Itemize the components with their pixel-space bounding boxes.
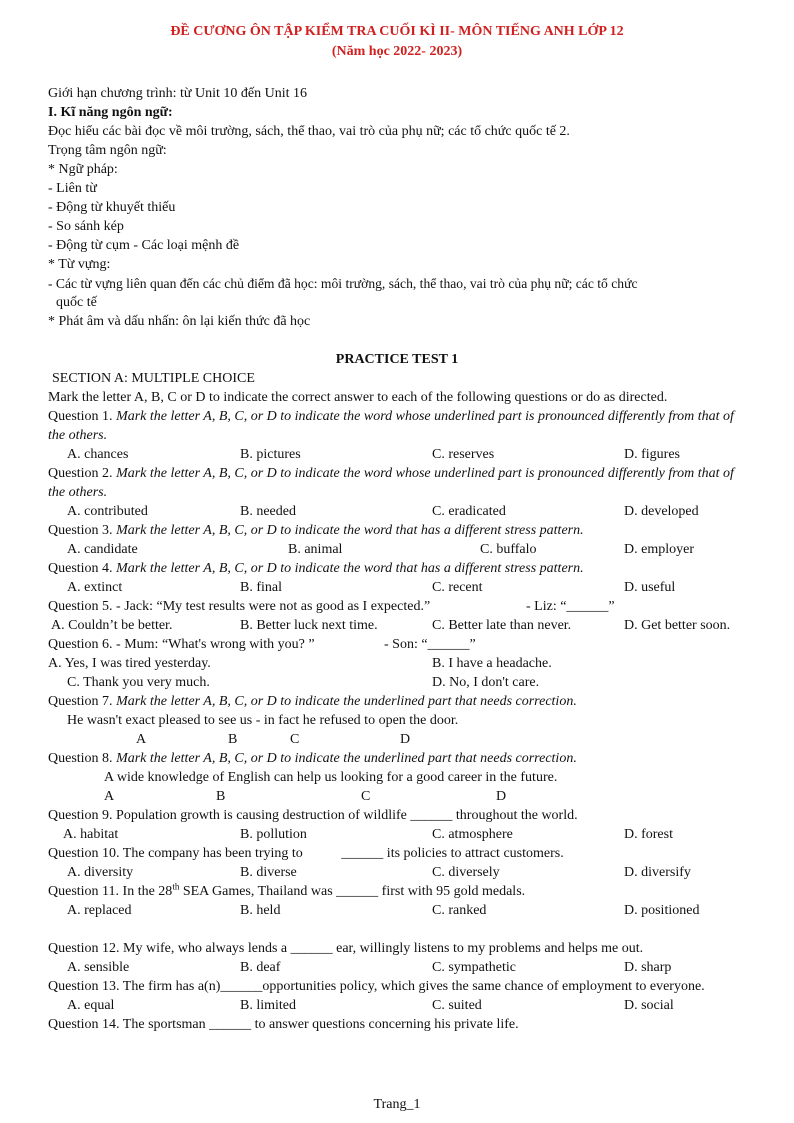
options-row	[48, 578, 746, 597]
options-row	[48, 958, 746, 977]
phonetics-note: * Phát âm và dấu nhấn: ôn lại kiến thức đã học	[48, 314, 311, 329]
question-label: Question 8.	[48, 751, 117, 766]
option-b[interactable]: B. diverse	[240, 865, 297, 880]
section-heading: I. Kĩ năng ngôn ngữ:	[48, 105, 173, 120]
option-a[interactable]: A. extinct	[67, 580, 123, 595]
option-b[interactable]: B. pollution	[240, 827, 307, 842]
question-4	[48, 559, 746, 578]
question-5	[48, 597, 746, 616]
underline-letters	[48, 787, 746, 806]
question-label: Question 6. - Mum: “What's wrong with you? ”	[48, 637, 315, 652]
option-a[interactable]: A. candidate	[67, 542, 138, 557]
vocab-topics: - Các từ vựng liên quan đến các chủ điểm đã học: môi trường, sách, thể thao, vai trò của phụ nữ; các tổ chức	[48, 276, 638, 291]
question-label: Question 7.	[48, 694, 117, 709]
question-instruction: Mark the letter A, B, C, or D to indicate the word that has a different stress pattern.	[116, 561, 584, 576]
letter-c[interactable]: C	[290, 732, 300, 747]
question-text-cont: SEA Games, Thailand was ______ first with 95 gold medals.	[179, 884, 526, 899]
question-9: Question 9. Population growth is causing destruction of wildlife ______ throughout the world.	[48, 808, 578, 823]
option-a[interactable]: A. Yes, I was tired yesterday.	[48, 656, 211, 671]
options-row	[48, 863, 746, 882]
letter-b[interactable]: B	[216, 789, 226, 804]
letter-b[interactable]: B	[228, 732, 238, 747]
question-label: Question 5. - Jack: “My test results were not as good as I expected.”	[48, 599, 431, 614]
document-title: ĐỀ CƯƠNG ÔN TẬP KIỂM TRA CUỐI KÌ II- MÔN TIẾNG ANH LỚP 12	[170, 24, 624, 39]
grammar-item: - So sánh kép	[48, 219, 124, 234]
question-10: Question 10. The company has been trying to ______ its policies to attract customers.	[48, 846, 564, 861]
option-c[interactable]: C. suited	[432, 998, 482, 1013]
vocab-topics-cont: quốc tế	[56, 295, 97, 310]
grammar-item: - Liên từ	[48, 181, 97, 196]
option-c[interactable]: C. eradicated	[432, 504, 506, 519]
letter-d[interactable]: D	[400, 732, 411, 747]
options-row	[48, 540, 746, 559]
option-c[interactable]: C. Better late than never.	[432, 618, 572, 633]
letter-d[interactable]: D	[496, 789, 507, 804]
dialogue-reply: - Liz: “______”	[526, 599, 615, 614]
option-c[interactable]: C. ranked	[432, 903, 487, 918]
question-6	[48, 635, 746, 654]
question-instruction: Mark the letter A, B, C, or D to indicate the underlined part that needs correction.	[116, 694, 577, 709]
option-d[interactable]: D. Get better soon.	[624, 618, 731, 633]
test-title: PRACTICE TEST 1	[335, 352, 459, 367]
question-instruction: Mark the letter A, B, C, or D to indicate the word whose underlined part is pronounced differently from that of the others.	[48, 466, 734, 500]
test-directions: Mark the letter A, B, C or D to indicate the correct answer to each of the following questions or do as directed.	[48, 390, 668, 405]
option-b[interactable]: B. needed	[240, 504, 296, 519]
error-sentence: He wasn't exact pleased to see us - in fact he refused to open the door.	[67, 713, 459, 728]
option-d[interactable]: D. useful	[624, 580, 676, 595]
option-a[interactable]: A. Couldn’t be better.	[51, 618, 173, 633]
reading-topics: Đọc hiểu các bài đọc về môi trường, sách, thể thao, vai trò của phụ nữ; các tổ chức quốc tế 2.	[48, 124, 570, 139]
option-b[interactable]: B. held	[240, 903, 281, 918]
question-text: Question 11. In the 28	[48, 884, 173, 899]
option-b[interactable]: B. deaf	[240, 960, 281, 975]
question-3	[48, 521, 746, 540]
option-d[interactable]: D. social	[624, 998, 674, 1013]
question-1	[48, 407, 746, 445]
section-title: SECTION A: MULTIPLE CHOICE	[52, 371, 255, 386]
vocab-heading: * Từ vựng:	[48, 257, 111, 272]
option-a[interactable]: A. sensible	[67, 960, 130, 975]
option-b[interactable]: B. I have a headache.	[432, 656, 552, 671]
dialogue-reply: - Son: “______”	[384, 637, 476, 652]
option-a[interactable]: A. equal	[67, 998, 115, 1013]
letter-a[interactable]: A	[104, 789, 115, 804]
question-label: Question 3.	[48, 523, 117, 538]
question-2	[48, 464, 746, 502]
option-d[interactable]: D. No, I don't care.	[432, 675, 540, 690]
grammar-heading: * Ngữ pháp:	[48, 162, 118, 177]
letter-a[interactable]: A	[136, 732, 147, 747]
option-c[interactable]: C. reserves	[432, 447, 495, 462]
program-scope: Giới hạn chương trình: từ Unit 10 đến Unit 16	[48, 86, 308, 101]
option-c[interactable]: C. sympathetic	[432, 960, 516, 975]
option-a[interactable]: A. replaced	[67, 903, 132, 918]
grammar-item: - Động từ cụm - Các loại mệnh đề	[48, 238, 240, 253]
option-a[interactable]: A. contributed	[67, 504, 148, 519]
question-label: Question 1.	[48, 409, 117, 424]
question-14: Question 14. The sportsman ______ to answer questions concerning his private life.	[48, 1017, 519, 1032]
question-13: Question 13. The firm has a(n)______opportunities policy, which gives the same chance of employment to everyone.	[48, 979, 705, 994]
options-row	[48, 673, 746, 692]
option-c[interactable]: C. atmosphere	[432, 827, 513, 842]
error-sentence: A wide knowledge of English can help us looking for a good career in the future.	[104, 770, 558, 785]
options-row	[48, 445, 746, 464]
option-b[interactable]: B. limited	[240, 998, 296, 1013]
question-7	[48, 692, 746, 711]
option-d[interactable]: D. sharp	[624, 960, 672, 975]
option-b[interactable]: B. Better luck next time.	[240, 618, 378, 633]
option-a[interactable]: A. diversity	[67, 865, 134, 880]
question-instruction: Mark the letter A, B, C, or D to indicate the word whose underlined part is pronounced differently from that of the others.	[48, 409, 734, 443]
option-d[interactable]: D. positioned	[624, 903, 700, 918]
option-c[interactable]: C. diversely	[432, 865, 500, 880]
options-row	[48, 654, 746, 673]
options-row	[48, 502, 746, 521]
ordinal-suffix: th	[172, 881, 180, 892]
option-a[interactable]: A. habitat	[63, 827, 119, 842]
option-a[interactable]: A. chances	[67, 447, 129, 462]
options-row	[48, 996, 746, 1015]
question-8	[48, 749, 746, 768]
option-b[interactable]: B. pictures	[240, 447, 301, 462]
question-11	[48, 882, 746, 901]
option-c[interactable]: C. Thank you very much.	[67, 675, 210, 690]
grammar-item: - Động từ khuyết thiếu	[48, 200, 176, 215]
options-row	[48, 901, 746, 920]
page-number: Trang_1	[373, 1097, 421, 1112]
underline-letters	[48, 730, 746, 749]
options-row	[48, 616, 746, 635]
document-page	[48, 22, 746, 1034]
option-d[interactable]: D. forest	[624, 827, 673, 842]
option-c[interactable]: C. recent	[432, 580, 483, 595]
letter-c[interactable]: C	[361, 789, 371, 804]
option-b[interactable]: B. final	[240, 580, 282, 595]
school-year: (Năm học 2022- 2023)	[331, 44, 463, 59]
language-focus: Trọng tâm ngôn ngữ:	[48, 143, 167, 158]
option-c[interactable]: C. buffalo	[480, 542, 537, 557]
question-instruction: Mark the letter A, B, C, or D to indicate the underlined part that needs correction.	[116, 751, 577, 766]
options-row	[48, 825, 746, 844]
option-b[interactable]: B. animal	[288, 542, 343, 557]
option-d[interactable]: D. diversify	[624, 865, 691, 880]
option-d[interactable]: D. employer	[624, 542, 694, 557]
question-label: Question 2.	[48, 466, 117, 481]
question-label: Question 4.	[48, 561, 117, 576]
option-d[interactable]: D. figures	[624, 447, 680, 462]
question-instruction: Mark the letter A, B, C, or D to indicate the word that has a different stress pattern.	[116, 523, 584, 538]
option-d[interactable]: D. developed	[624, 504, 699, 519]
question-12: Question 12. My wife, who always lends a ______ ear, willingly listens to my problems and helps me out.	[48, 941, 644, 956]
